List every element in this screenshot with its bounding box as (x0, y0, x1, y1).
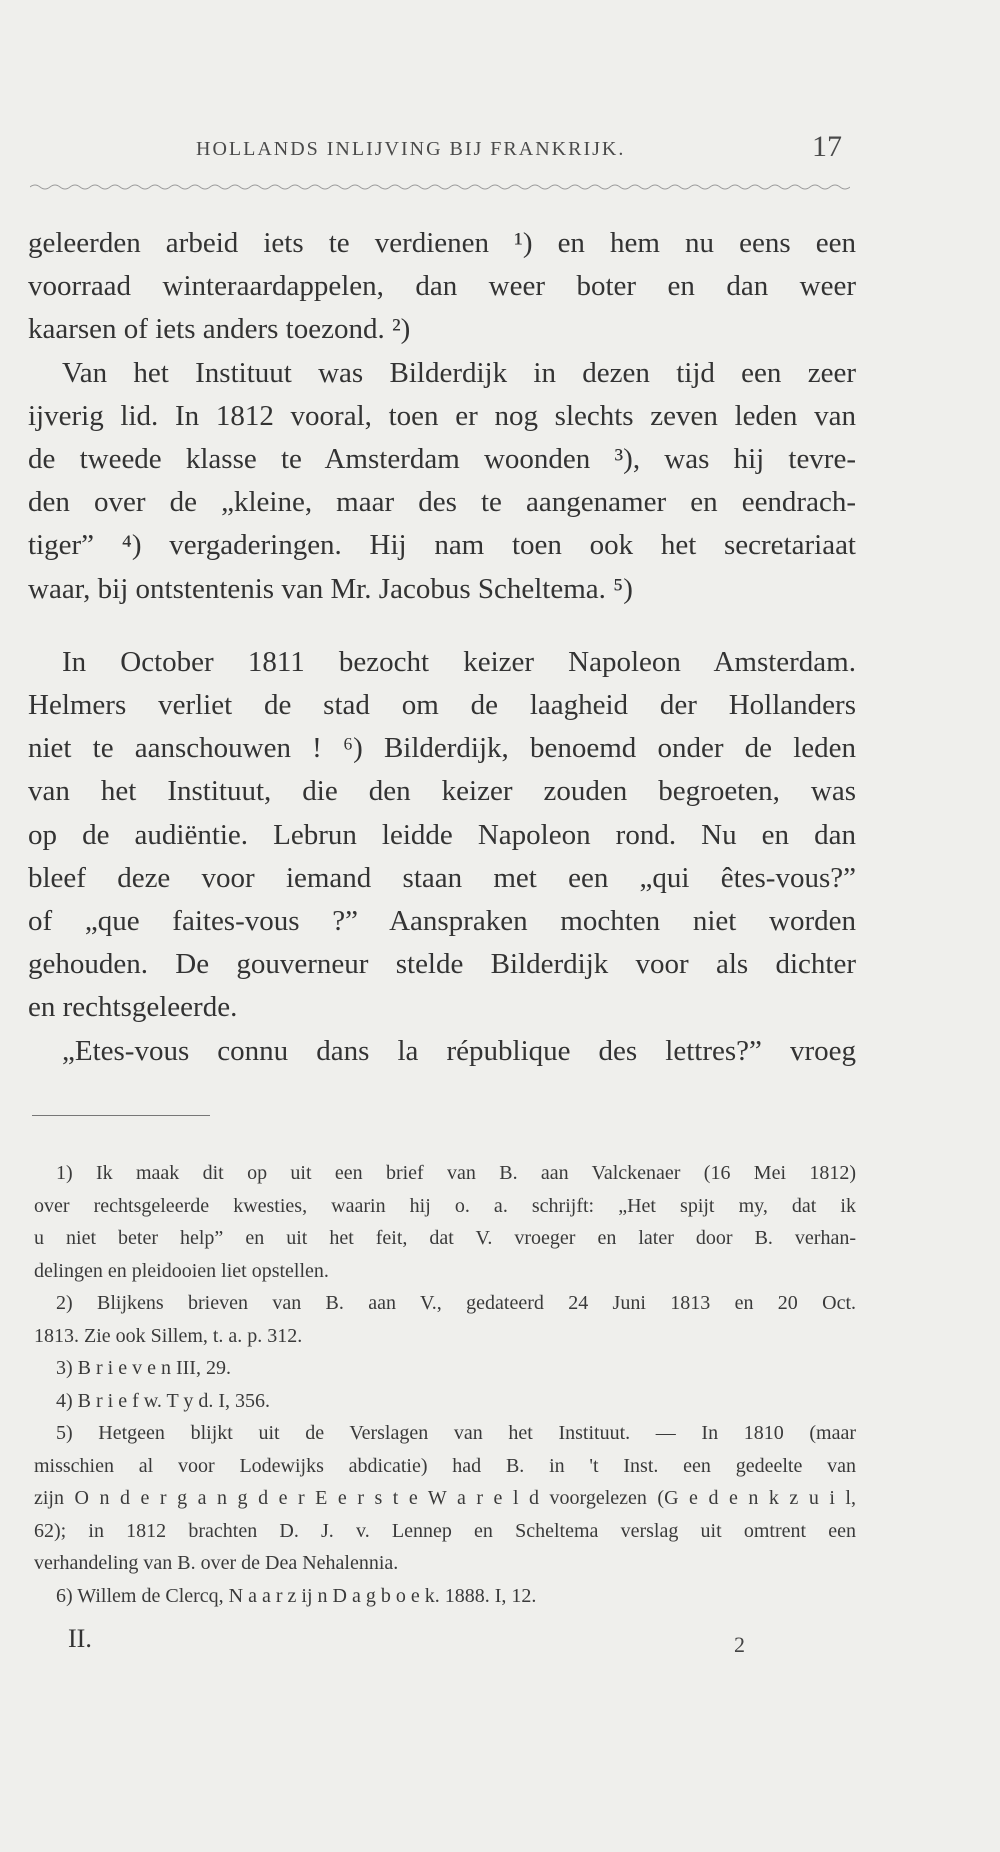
text-line: op de audiëntie. Lebrun leidde Napoleon rond. Nu en dan (28, 818, 856, 851)
text-line: geleerden arbeid iets te verdienen ¹) en hem nu eens een (28, 227, 856, 259)
text-line: en rechtsgeleerde. (28, 991, 238, 1024)
sheet-number: 2 (734, 1632, 745, 1657)
text-line: gehouden. De gouverneur stelde Bilderdijk voor als dichter (28, 948, 856, 981)
footnote-line: misschien al voor Lodewijks abdicatie) had B. in 't Inst. een gedeelte van (34, 1454, 856, 1477)
running-head: HOLLANDS INLIJVING BIJ FRANKRIJK. (196, 138, 626, 160)
footnote-line: 3) B r i e v e n III, 29. (56, 1357, 231, 1379)
footnote-line: 5) Hetgeen blijkt uit de Verslagen van het Instituut. — In 1810 (maar (56, 1422, 856, 1444)
footnote-line: 1) Ik maak dit op uit een brief van B. aan Valckenaer (16 Mei 1812) (56, 1162, 856, 1184)
text-line: niet te aanschouwen ! ⁶) Bilderdijk, benoemd onder de leden (28, 732, 856, 765)
text-line: Van het Instituut was Bilderdijk in dezen tijd een zeer (62, 356, 856, 389)
text-line: of „que faites-vous ?” Aanspraken mochten niet worden (28, 905, 856, 938)
footnote-line: delingen en pleidooien liet opstellen. (34, 1259, 329, 1282)
footnote-line: 1813. Zie ook Sillem, t. a. p. 312. (34, 1324, 303, 1347)
text-line: In October 1811 bezocht keizer Napoleon Amsterdam. (62, 645, 856, 678)
signature-mark: II. (68, 1624, 92, 1653)
footnote-line: over rechtsgeleerde kwesties, waarin hij o. a. schrijft: „Het spijt my, dat ik (34, 1194, 856, 1217)
footnote-line: zijn O n d e r g a n g d e r E e r s t e W a r e l d voorgelezen (G e d e n k z u i l, (34, 1487, 856, 1509)
footnotes (34, 1157, 856, 1612)
text-line: kaarsen of iets anders toezond. ²) (28, 313, 411, 346)
footnote-line: verhandeling van B. over de Dea Nehalennia. (34, 1552, 399, 1574)
text-line: den over de „kleine, maar des te aangenamer en eendrach- (28, 486, 856, 519)
text-line: „Etes-vous connu dans la république des lettres?” vroeg (62, 1034, 856, 1067)
text-line: bleef deze voor iemand staan met een „qui êtes-vous?” (28, 861, 856, 894)
text-line: de tweede klasse te Amsterdam woonden ³), was hij tevre- (28, 443, 856, 476)
text-line: Helmers verliet de stad om de laagheid der Hollanders (28, 689, 856, 722)
text-line: voorraad winteraardappelen, dan weer boter en dan weer (28, 270, 856, 303)
header-rule (30, 182, 850, 192)
footnote-line: 2) Blijkens brieven van B. aan V., gedateerd 24 Juni 1813 en 20 Oct. (56, 1292, 856, 1314)
footnote-line: u niet beter help” en uit het feit, dat V. vroeger en later door B. verhan- (34, 1227, 856, 1249)
body-text (28, 222, 856, 1073)
text-line: waar, bij ontstentenis van Mr. Jacobus Scheltema. ⁵) (28, 572, 633, 605)
page-number: 17 (812, 130, 842, 163)
footnote-line: 6) Willem de Clercq, N a a r z ij n D a g b o e k. 1888. I, 12. (56, 1584, 537, 1607)
footnote-line: 4) B r i e f w. T y d. I, 356. (56, 1389, 271, 1412)
text-line: van het Instituut, die den keizer zouden begroeten, was (28, 775, 856, 808)
text-line: tiger” ⁴) vergaderingen. Hij nam toen ook het secretariaat (28, 529, 856, 562)
text-line: ijverig lid. In 1812 vooral, toen er nog slechts zeven leden van (28, 399, 856, 432)
footnote-line: 62); in 1812 brachten D. J. v. Lennep en Scheltema verslag uit omtrent een (34, 1519, 856, 1542)
footnote-rule (32, 1115, 210, 1116)
